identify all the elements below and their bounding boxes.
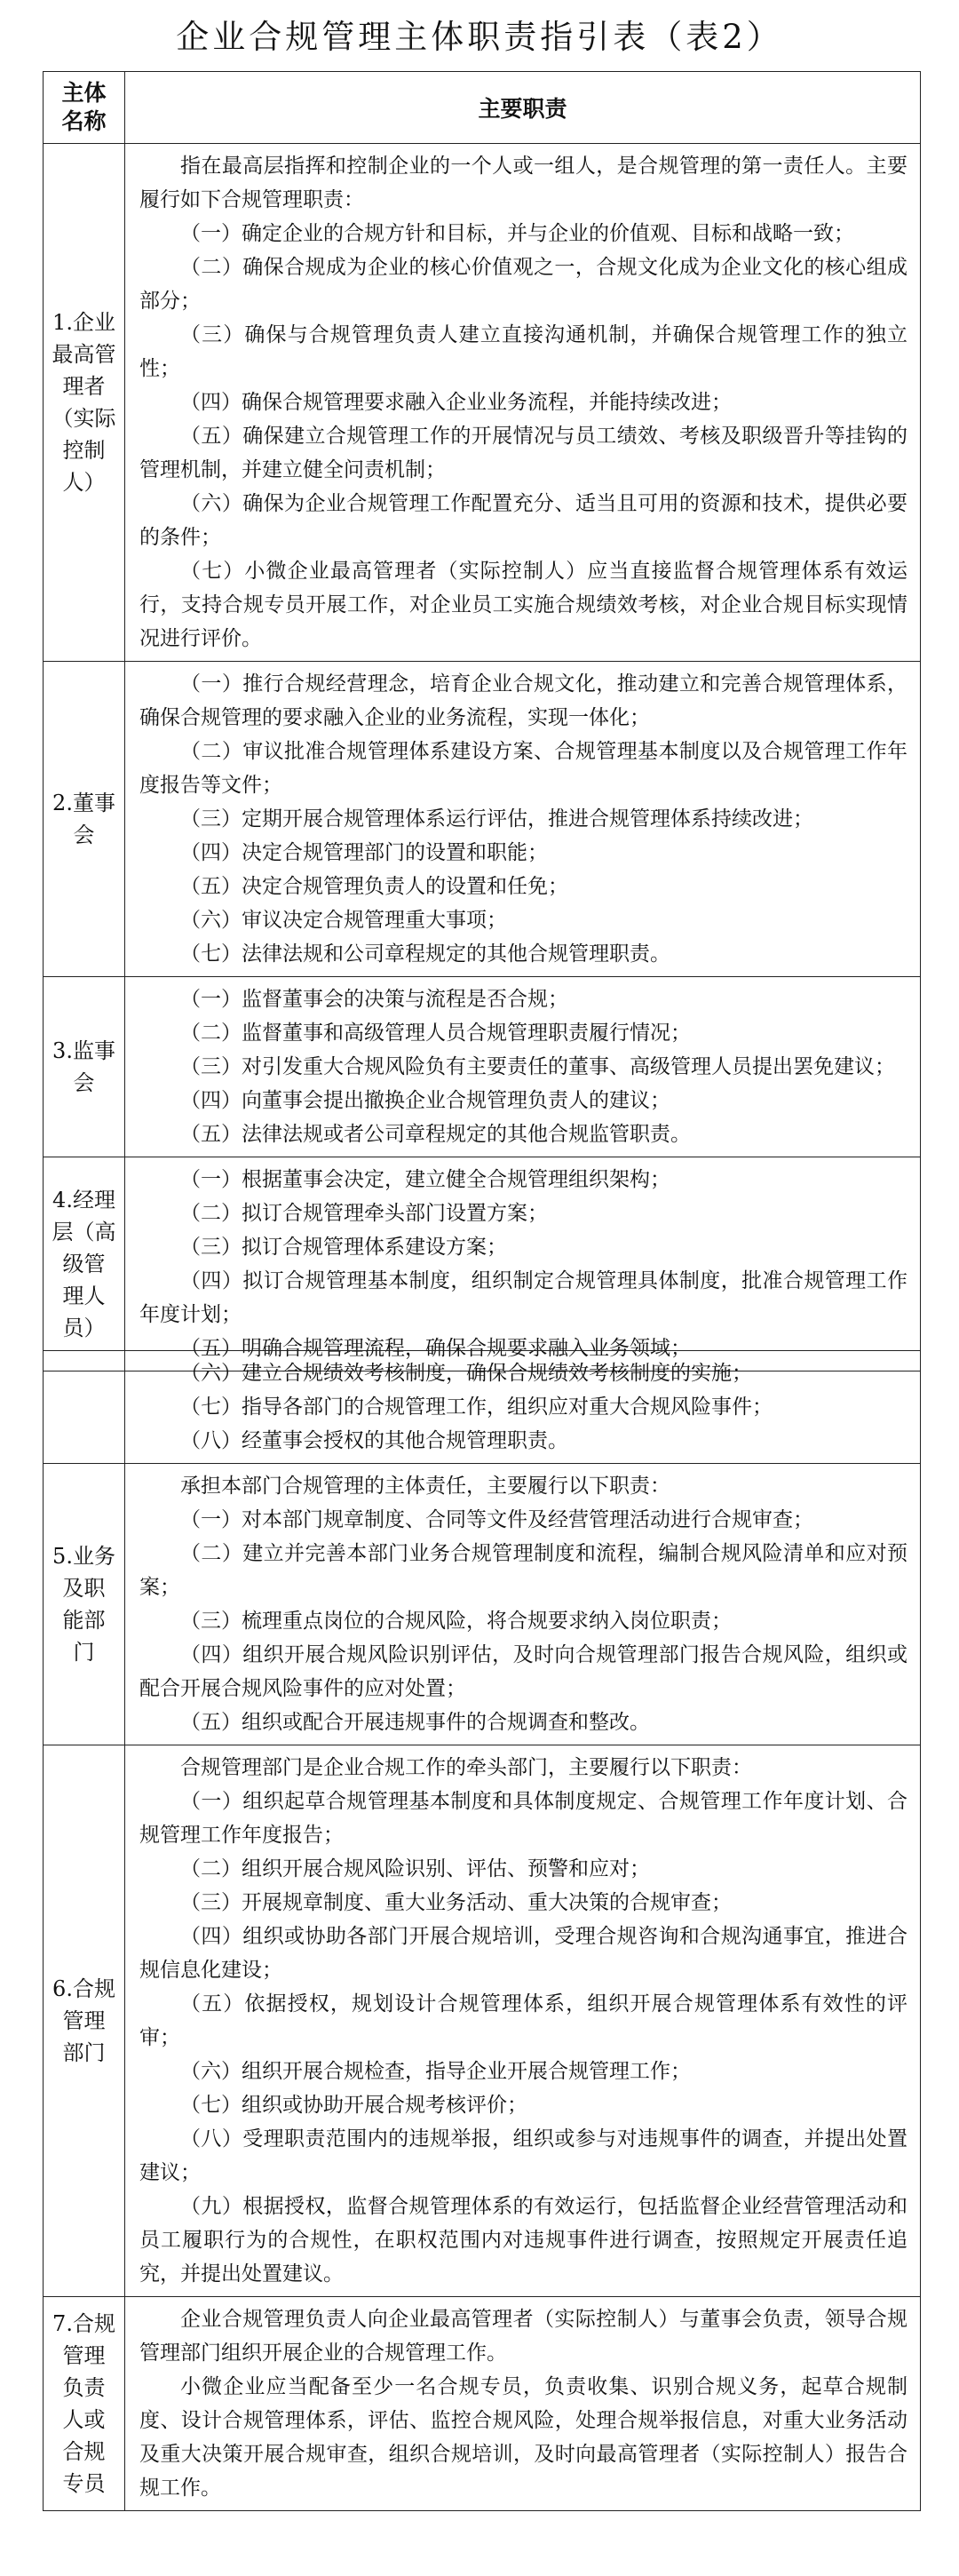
duty-cell bbox=[125, 662, 921, 977]
duty-paragraph: （二）组织开展合规风险识别、评估、预警和应对； bbox=[180, 1857, 650, 1880]
header-subject-cell bbox=[44, 72, 125, 144]
duty-paragraph: （六）组织开展合规检查，指导企业开展合规管理工作； bbox=[180, 2060, 691, 2083]
duty-table-part-2 bbox=[43, 1350, 921, 2511]
duty-paragraph: （一）组织起草合规管理基本制度和具体制度规定、合规管理工作年度计划、合规管理工作年度报告； bbox=[139, 1790, 907, 1847]
duty-paragraph: （五）依据授权，规划设计合规管理体系，组织开展合规管理体系有效性的评审； bbox=[139, 1992, 907, 2049]
subject-line: 控制 bbox=[62, 438, 106, 463]
duty-paragraph: （一）根据董事会决定，建立健全合规管理组织架构； bbox=[180, 1168, 670, 1191]
subject-line: 理者 bbox=[62, 374, 106, 399]
subject-line: 管理 bbox=[62, 2343, 106, 2368]
duty-paragraph: （四）拟订合规管理基本制度，组织制定合规管理具体制度，批准合规管理工作年度计划； bbox=[139, 1269, 907, 1326]
subject-line: 7.合规 bbox=[52, 2311, 115, 2336]
duty-paragraph: （九）根据授权，监督合规管理体系的有效运行，包括监督企业经营管理活动和员工履职行为的合规性，在职权范围内对违规事件进行调查，按照规定开展责任追究，并提出处置建议。 bbox=[139, 2195, 907, 2286]
subject-line: 合规 bbox=[62, 2439, 106, 2464]
duty-paragraph: （一）确定企业的合规方针和目标，并与企业的价值观、目标和战略一致； bbox=[180, 222, 854, 245]
duty-paragraph: （四）组织或协助各部门开展合规培训，受理合规咨询和合规沟通事宜，推进合规信息化建设； bbox=[139, 1925, 907, 1982]
subject-line: 1.企业 bbox=[52, 310, 115, 335]
duty-paragraph: 合规管理部门是企业合规工作的牵头部门，主要履行以下职责： bbox=[180, 1756, 752, 1779]
subject-line: 负责 bbox=[62, 2375, 106, 2400]
duty-paragraph: 指在最高层指挥和控制企业的一个人或一组人，是合规管理的第一责任人。主要履行如下合规管理职责： bbox=[139, 155, 907, 211]
duty-paragraph: （二）拟订合规管理牵头部门设置方案； bbox=[180, 1202, 548, 1225]
subject-line: 及职 bbox=[62, 1576, 106, 1601]
subject-line: 最高管 bbox=[52, 342, 116, 367]
duty-paragraph: （六）审议决定合规管理重大事项； bbox=[180, 909, 507, 932]
duty-paragraph: （五）明确合规管理流程，确保合规要求融入业务领域； bbox=[180, 1337, 691, 1360]
duty-paragraph: （五）组织或配合开展违规事件的合规调查和整改。 bbox=[180, 1711, 650, 1734]
subject-line: 人） bbox=[62, 470, 106, 495]
header-duty-cell: 主要职责 bbox=[125, 72, 921, 144]
duty-paragraph: （五）决定合规管理负责人的设置和任免； bbox=[180, 875, 568, 898]
subject-line: 6.合规 bbox=[52, 1976, 115, 2001]
duty-paragraph: （二）监督董事和高级管理人员合规管理职责履行情况； bbox=[180, 1022, 691, 1045]
duty-paragraph: （一）监督董事会的决策与流程是否合规； bbox=[180, 988, 568, 1011]
subject-cell bbox=[44, 977, 125, 1157]
subject-line: 专员 bbox=[62, 2471, 106, 2496]
subject-line: 4.经理 bbox=[52, 1188, 115, 1212]
table-row bbox=[44, 2297, 921, 2511]
duty-paragraph: （三）拟订合规管理体系建设方案； bbox=[180, 1236, 507, 1259]
duty-paragraph: （三）开展规章制度、重大业务活动、重大决策的合规审查； bbox=[180, 1891, 732, 1914]
subject-cell bbox=[44, 144, 125, 662]
duty-paragraph: （七）法律法规和公司章程规定的其他合规管理职责。 bbox=[180, 942, 670, 966]
duty-paragraph: （一）推行合规经营理念，培育企业合规文化，推动建立和完善合规管理体系，确保合规管理的要求融入企业的业务流程，实现一体化； bbox=[139, 672, 907, 729]
subject-cell bbox=[44, 662, 125, 977]
subject-cell bbox=[44, 1157, 125, 1371]
duty-paragraph: （六）建立合规绩效考核制度，确保合规绩效考核制度的实施； bbox=[180, 1362, 752, 1385]
duty-cell bbox=[125, 144, 921, 662]
subject-line: 层（高 bbox=[52, 1220, 116, 1244]
continued-row bbox=[44, 1351, 921, 1464]
duty-cell bbox=[125, 1351, 921, 1464]
duty-cell bbox=[125, 1745, 921, 2297]
duty-paragraph: （八）受理职责范围内的违规举报，组织或参与对违规事件的调查，并提出处置建议； bbox=[139, 2127, 907, 2184]
duty-paragraph: 承担本部门合规管理的主体责任，主要履行以下职责： bbox=[180, 1475, 670, 1498]
duty-paragraph: （二）审议批准合规管理体系建设方案、合规管理基本制度以及合规管理工作年度报告等文件； bbox=[139, 740, 907, 797]
duty-cell bbox=[125, 2297, 921, 2511]
header-subject-line: 名称 bbox=[61, 108, 107, 134]
duty-paragraph: （三）确保与合规管理负责人建立直接沟通机制，并确保合规管理工作的独立性； bbox=[139, 323, 907, 380]
table-row bbox=[44, 1745, 921, 2297]
subject-cell bbox=[44, 1464, 125, 1745]
subject-cell-empty bbox=[44, 1351, 125, 1464]
duty-paragraph: （二）建立并完善本部门业务合规管理制度和流程，编制合规风险清单和应对预案； bbox=[139, 1542, 907, 1599]
table-row bbox=[44, 977, 921, 1157]
subject-line: 部门 bbox=[62, 2040, 106, 2065]
table-row bbox=[44, 662, 921, 977]
subject-line: 能部 bbox=[62, 1608, 106, 1633]
duty-paragraph: （五）法律法规或者公司章程规定的其他合规监管职责。 bbox=[180, 1123, 691, 1146]
subject-cell bbox=[44, 1745, 125, 2297]
duty-paragraph: （四）决定合规管理部门的设置和职能； bbox=[180, 841, 548, 864]
subject-line: 级管 bbox=[62, 1252, 106, 1276]
subject-line: 人或 bbox=[62, 2407, 106, 2432]
subject-line: （实际 bbox=[52, 406, 116, 431]
table-row bbox=[44, 1464, 921, 1745]
table-row bbox=[44, 1157, 921, 1371]
subject-line: 2.董事 bbox=[52, 791, 115, 815]
page-title: 企业合规管理主体职责指引表（表2） bbox=[176, 18, 783, 56]
duty-paragraph: （七）组织或协助开展合规考核评价； bbox=[180, 2094, 527, 2117]
duty-paragraph: 企业合规管理负责人向企业最高管理者（实际控制人）与董事会负责，领导合规管理部门组织开展企业的合规管理工作。 bbox=[139, 2308, 907, 2365]
header-subject-line: 主体 bbox=[61, 80, 107, 106]
duty-paragraph: （二）确保合规成为企业的核心价值观之一，合规文化成为企业文化的核心组成部分； bbox=[139, 256, 907, 313]
duty-paragraph: （四）向董事会提出撤换企业合规管理负责人的建议； bbox=[180, 1089, 670, 1112]
duty-paragraph: （三）对引发重大合规风险负有主要责任的董事、高级管理人员提出罢免建议； bbox=[180, 1055, 895, 1078]
duty-paragraph: （七）小微企业最高管理者（实际控制人）应当直接监督合规管理体系有效运行，支持合规专员开展工作，对企业员工实施合规绩效考核，对企业合规目标实现情况进行评价。 bbox=[139, 560, 907, 650]
duty-paragraph: （一）对本部门规章制度、合同等文件及经营管理活动进行合规审查； bbox=[180, 1508, 813, 1531]
duty-paragraph: （五）确保建立合规管理工作的开展情况与员工绩效、考核及职级晋升等挂钩的管理机制，并建立健全问责机制； bbox=[139, 425, 907, 481]
duty-table-part-1 bbox=[43, 71, 921, 1371]
duty-paragraph: （八）经董事会授权的其他合规管理职责。 bbox=[180, 1429, 568, 1452]
subject-line: 门 bbox=[73, 1640, 95, 1665]
duty-paragraph: （六）确保为企业合规管理工作配置充分、适当且可用的资源和技术，提供必要的条件； bbox=[139, 492, 907, 549]
duty-cell bbox=[125, 1464, 921, 1745]
subject-line: 管理 bbox=[62, 2008, 106, 2033]
duty-paragraph: （七）指导各部门的合规管理工作，组织应对重大合规风险事件； bbox=[180, 1395, 773, 1419]
subject-line: 员） bbox=[62, 1316, 106, 1340]
duty-paragraph: （四）确保合规管理要求融入企业业务流程，并能持续改进； bbox=[180, 391, 732, 414]
subject-line: 5.业务 bbox=[52, 1544, 115, 1569]
subject-line: 3.监事 bbox=[52, 1038, 115, 1063]
duty-cell bbox=[125, 977, 921, 1157]
duty-paragraph: 小微企业应当配备至少一名合规专员，负责收集、识别合规义务，起草合规制度、设计合规管理体系，评估、监控合规风险，处理合规举报信息，对重大业务活动及重大决策开展合规审查，组织合规培训，及时向最高管理者（实际控制人）报告合规工作。 bbox=[139, 2375, 907, 2500]
subject-line: 会 bbox=[73, 823, 95, 847]
table-row bbox=[44, 144, 921, 662]
subject-line: 会 bbox=[73, 1070, 95, 1095]
duty-paragraph: （四）组织开展合规风险识别评估，及时向合规管理部门报告合规风险，组织或配合开展合规风险事件的应对处置； bbox=[139, 1643, 907, 1700]
subject-line: 理人 bbox=[62, 1284, 106, 1308]
header-row bbox=[44, 72, 921, 144]
duty-paragraph: （三）梳理重点岗位的合规风险，将合规要求纳入岗位职责； bbox=[180, 1610, 732, 1633]
duty-paragraph: （三）定期开展合规管理体系运行评估，推进合规管理体系持续改进； bbox=[180, 807, 813, 831]
subject-cell bbox=[44, 2297, 125, 2511]
duty-cell bbox=[125, 1157, 921, 1371]
